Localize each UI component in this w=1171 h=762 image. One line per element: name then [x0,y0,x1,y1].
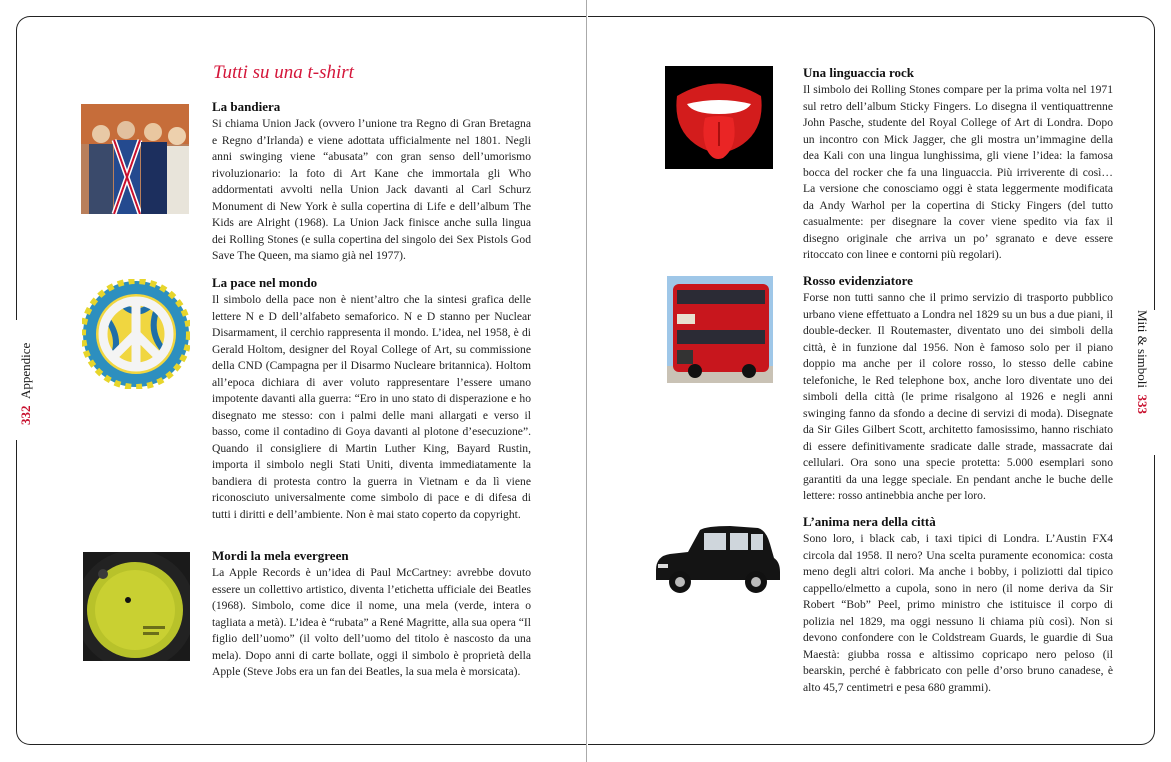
red-double-decker-bus [667,276,773,383]
entry-title: La bandiera [212,99,281,114]
black-cab-image [650,520,783,598]
entry-text: Il simbolo della pace non è nient’altro che la sintesi grafica delle lettere N e D dell’alfabeto semaforico. N e D stanno per Nuclear Disarmament, il cerchio rappresenta il mondo. L’idea, nel 1958, è di Gerald Holtom, designer del Royal College of Art, su commissione della CND (Campagna per il Disarmo Nucleare britannica). Holtom all’epoca dichiara di aver voluto rappresentare l’essere umano impotente davanti alla guerra: “Ero in uno stato di disperazione e ho disegnato me stesso: con i palmi delle mani allargati e verso il basso, come il contadino di Goya davanti al plotone d’esecuzione”. Quando il consigliere di Martin Luther King, Bayard Rustin, importa il simbolo negli Stati Uniti, diventa immediatamente la bandiera di protesta contro la guerra in Vietnam e da lì viene riconosciuto universalmente come simbolo di pace e di difesa di tutti i diritti e dell’ambiente. Non è mai stato coperto da copyright. [212,293,531,521]
page-section-name: Miti & simboli [1135,310,1150,389]
entry-title: La pace nel mondo [212,275,318,290]
entry-text: La Apple Records è un’idea di Paul McCartney: avrebbe dovuto essere un collettivo artistico, diventa l’etichetta ufficiale dei Beatles (1968). Simbolo, come dice il nome, una mela (verde, intera o tagliata a metà). L’idea è “rubata” a René Magritte, alla sua opera “Il figlio dell’uomo” (il volto dell’uomo del titolo è nascosto da una mela). Dopo anni di carte bollate, oggi il simbolo è proprietà della Apple (Steve Jobs era un fan dei Beatles, la sua mela è morsicata). [212,566,531,678]
left-border-top [16,30,17,320]
entry-bandiera [212,99,531,265]
top-border-left [30,16,586,17]
entry-title: L’anima nera della città [803,514,936,529]
bottom-border-left [30,744,586,745]
entry-text: Si chiama Union Jack (ovvero l’unione tra Regno di Gran Bretagna e Regno d’Irlanda) e viene adottata ufficialmente nel 1801. Negli anni swinging viene “abusata” con gran senso dell’umorismo rivoluzionario: la foto di Art Kane che immortala gli Who addormentati avvolti nella Union Jack davanti al Carl Schurz Monument di New York è sulla copertina di Life e dell’album The Kids are Alright (1968). La Union Jack finisce anche sulla lingua dei Rolling Stones (e sulla copertina del singolo dei Sex Pistols God Save The Queen, ma siamo già nel 1977). [212,117,531,262]
entry-text: Sono loro, i black cab, i taxi tipici di Londra. L’Austin FX4 circola dal 1958. Il nero? Una scelta puramente economica: costa meno degli altri colori. Ma anche i bobby, i poliziotti dal tipico cappello/elmetto a cupola, sono in nero (il nome deriva da Sir Robert “Bob” Peel, primo ministro che istituisce il corpo di polizia nel 1829, ma oggi nessuno li chiama più così). Non si devono confondere con le Coldstream Guards, le guardie di Sua Maestà: giubba rossa e altissimo copricapo nero peloso (il bearskin, perché è fabbricato con pelle d’orso bruno canadese, è alto 45,7 centimetri e pesa 680 grammi). [803,532,1113,694]
entry-linguaccia [803,65,1113,264]
right-border-bottom [1154,455,1155,730]
page-number: 332 [18,405,33,425]
top-border-right [588,16,1140,17]
entry-title: Una linguaccia rock [803,65,914,80]
entry-title: Rosso evidenziatore [803,273,913,288]
corner-ornament [1140,16,1155,31]
entry-rosso [803,273,1113,505]
rolling-stones-tongue-logo [665,66,773,169]
apple-records-label-image [83,552,190,661]
bottom-border-right [588,744,1140,745]
right-page-label [1134,310,1150,414]
entry-text: Il simbolo dei Rolling Stones compare per la prima volta nel 1971 sul retro dell’album Sticky Fingers. Lo disegna il ventiquattrenne John Pasche, studente del Royal College of Art di Londra. Dopo un incontro con Mick Jagger, che gli mostra un’immagine della dea Kali con una lingua lunghissima, gli viene l’idea: la famosa bocca del rocker che fa una linguaccia. Più irriverente di così… La versione che conosciamo oggi è stata leggermente modificata da Andy Warhol per la copertina di Sticky Fingers (del tutto casualmente: per disegnare la cover viene spedito via fax il disegno originale che arriva un po’ sgranato e deve essere ritoccato con linee e contorni più regolari). [803,83,1113,261]
left-border-bottom [16,440,17,730]
entry-mela [212,548,531,681]
page-section-name: Appendice [18,342,33,399]
entry-text: Forse non tutti sanno che il primo servizio di trasporto pubblico urbano viene effettuato a Londra nel 1829 su un bus a due piani, il double-decker. Il Routemaster, diventato uno dei simboli della città, è in funzione dal 1956. Non è famoso solo per il piano doppio ma anche per il colore rosso, lo stesso delle cabine telefoniche, le Red telephone box, anche loro diventate uno dei simboli della città (le prime risalgono al 1926 e negli anni swinging fanno da sfondo a decine di servizi di moda). Disegnate da Sir Giles Gilbert Scott, architetto famosissimo, hanno rischiato di essere definitivamente sradicate dalle strade, massacrate dai cellulari. Ora sono una specie protetta: 5.000 esemplari sono garantiti da una legge speciale. En pendant anche le buche delle lettere: rosso antinebbia anche per loro. [803,291,1113,502]
entry-pace [212,275,531,523]
right-border-top [1154,30,1155,310]
page-number: 333 [1135,394,1150,415]
corner-ornament [16,16,31,31]
corner-ornament [1140,730,1155,745]
the-who-photo [81,104,189,214]
left-page-label [18,343,34,425]
entry-anima [803,514,1113,696]
entry-title: Mordi la mela evergreen [212,548,349,563]
section-title: Tutti su una t-shirt [213,62,354,83]
corner-ornament [16,730,31,745]
book-spine [586,0,587,762]
peace-symbol-image [82,279,190,389]
